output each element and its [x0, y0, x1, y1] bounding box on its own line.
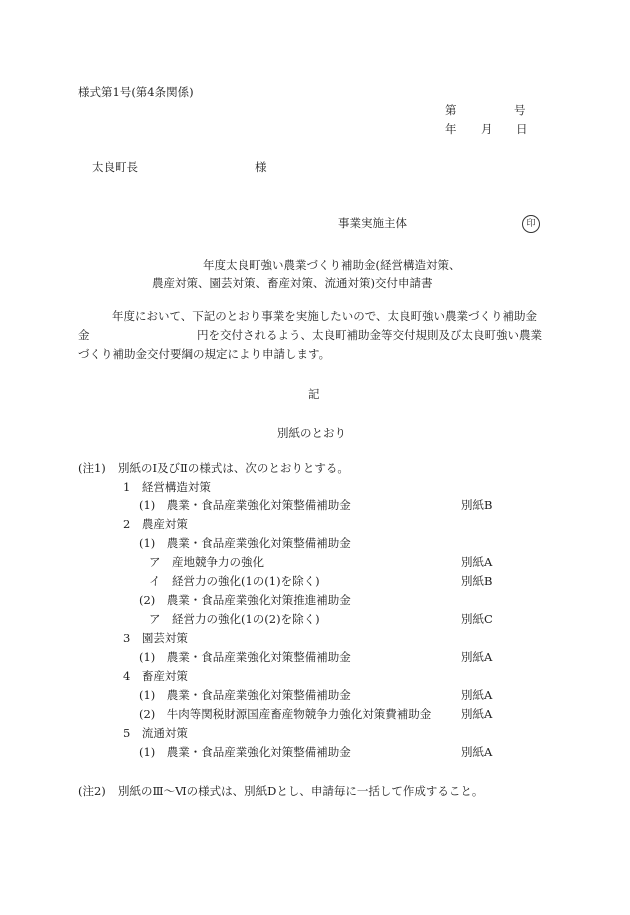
seal-mark: 印 — [522, 215, 540, 233]
body-line3: づくり補助金交付要綱の規定により申請します。 — [78, 347, 331, 361]
list-item: 4 畜産対策 — [123, 669, 188, 683]
body-line2-rest: 円を交付されるよう、太良町補助金等交付規則及び太良町強い農業 — [197, 328, 542, 342]
date-month: 月 — [481, 122, 493, 136]
list-item: ア 経営力の強化(1の(2)を除く) — [149, 612, 320, 626]
document-title-line1: 年度太良町強い農業づくり補助金(経営構造対策、 — [203, 258, 461, 272]
list-item-ref: 別紙A — [461, 688, 493, 702]
list-item: 5 流通対策 — [123, 726, 188, 740]
list-item: イ 経営力の強化(1の(1)を除く) — [149, 574, 320, 588]
addressee-title: 太良町長 — [92, 160, 138, 174]
list-item: (1) 農業・食品産業強化対策整備補助金 — [139, 745, 351, 759]
body-line1: 年度において、下記のとおり事業を実施したいので、太良町強い農業づくり補助金 — [112, 309, 538, 323]
list-item: 3 園芸対策 — [123, 631, 188, 645]
list-item: (2) 牛肉等関税財源国産畜産物競争力強化対策費補助金 — [139, 707, 432, 721]
date-day: 日 — [516, 122, 528, 136]
number-suffix: 号 — [514, 103, 526, 117]
list-item: (1) 農業・食品産業強化対策整備補助金 — [139, 688, 351, 702]
list-item-ref: 別紙A — [461, 745, 493, 759]
list-item: (1) 農業・食品産業強化対策整備補助金 — [139, 650, 351, 664]
list-item-ref: 別紙A — [461, 555, 493, 569]
attached-note: 別紙のとおり — [277, 426, 346, 440]
list-item-ref: 別紙B — [461, 498, 493, 512]
date-year: 年 — [445, 122, 457, 136]
list-item: 2 農産対策 — [123, 517, 188, 531]
list-item: ア 産地競争力の強化 — [149, 555, 264, 569]
document-title-line2: 農産対策、園芸対策、畜産対策、流通対策)交付申請書 — [152, 276, 433, 290]
list-item-ref: 別紙B — [461, 574, 493, 588]
ki-heading: 記 — [308, 387, 320, 401]
list-item-ref: 別紙C — [461, 612, 493, 626]
note2-text: 別紙のⅢ～Ⅵの様式は、別紙Dとし、申請毎に一括して作成すること。 — [118, 784, 484, 798]
applicant-label: 事業実施主体 — [338, 216, 407, 230]
form-number: 様式第1号(第4条関係) — [78, 85, 194, 99]
list-item: (2) 農業・食品産業強化対策推進補助金 — [139, 593, 351, 607]
list-item-ref: 別紙A — [461, 707, 493, 721]
list-item: (1) 農業・食品産業強化対策整備補助金 — [139, 498, 351, 512]
addressee-honorific: 様 — [255, 160, 267, 174]
body-line2-prefix: 金 — [78, 328, 90, 342]
list-item: 1 経営構造対策 — [123, 480, 211, 494]
list-item: (1) 農業・食品産業強化対策整備補助金 — [139, 536, 351, 550]
number-label: 第 — [445, 103, 457, 117]
note1-text: 別紙のⅠ及びⅡの様式は、次のとおりとする。 — [118, 461, 349, 475]
note2-label: (注2) — [78, 784, 106, 798]
list-item-ref: 別紙A — [461, 650, 493, 664]
note1-label: (注1) — [78, 461, 106, 475]
